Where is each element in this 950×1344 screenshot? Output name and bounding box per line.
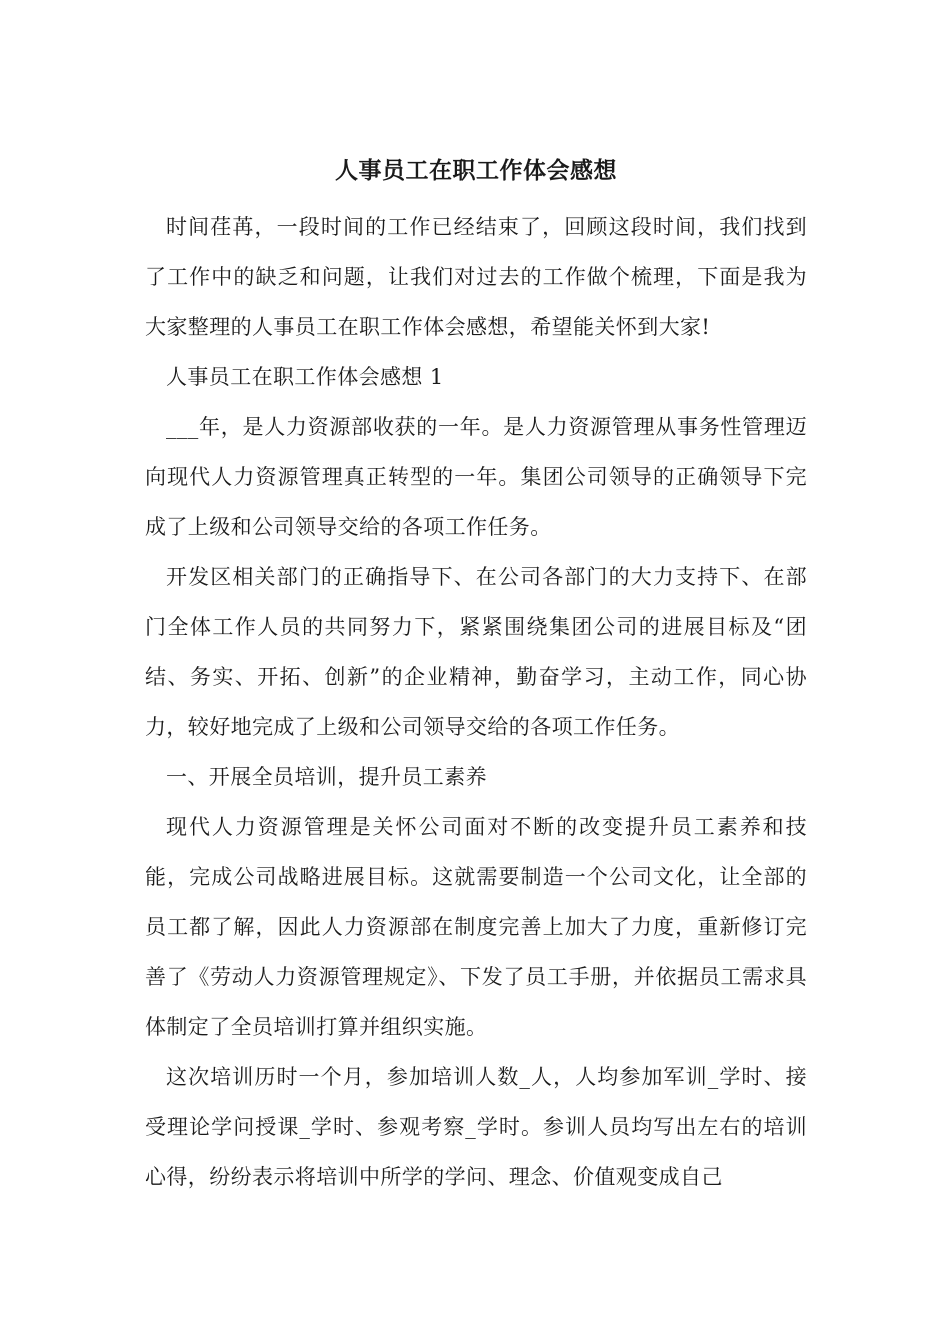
body-paragraph: ___年，是人力资源部收获的一年。是人力资源管理从事务性管理迈向现代人力资源管理真正转型的一年。集团公司领导的正确领导下完成了上级和公司领导交给的各项工作任务。 [145,415,807,539]
section-heading-1: 人事员工在职工作体会感想 1 [166,365,444,389]
subsection-heading-training: 一、开展全员培训，提升员工素养 [166,765,487,789]
intro-paragraph: 时间荏苒，一段时间的工作已经结束了，回顾这段时间，我们找到了工作中的缺乏和问题，让我们对过去的工作做个梳理，下面是我为大家整理的人事员工在职工作体会感想，希望能关怀到大家! [145,215,807,339]
body-paragraph: 这次培训历时一个月，参加培训人数_人，人均参加军训_学时、接受理论学问授课_学时、参观考察_学时。参训人员均写出左右的培训心得，纷纷表示将培训中所学的学问、理念、价值观变成自己 [145,1065,807,1189]
body-paragraph: 开发区相关部门的正确指导下、在公司各部门的大力支持下、在部门全体工作人员的共同努力下，紧紧围绕集团公司的进展目标及“团结、务实、开拓、创新”的企业精神，勤奋学习，主动工作，同心协力，较好地完成了上级和公司领导交给的各项工作任务。 [145,565,807,739]
document-body [145,148,807,1202]
body-paragraph: 现代人力资源管理是关怀公司面对不断的改变提升员工素养和技能，完成公司战略进展目标。这就需要制造一个公司文化，让全部的员工都了解，因此人力资源部在制度完善上加大了力度，重新修订完善了《劳动人力资源管理规定》、下发了员工手册，并依据员工需求具体制定了全员培训打算并组织实施。 [145,815,807,1039]
document-title: 人事员工在职工作体会感想 [335,158,617,184]
